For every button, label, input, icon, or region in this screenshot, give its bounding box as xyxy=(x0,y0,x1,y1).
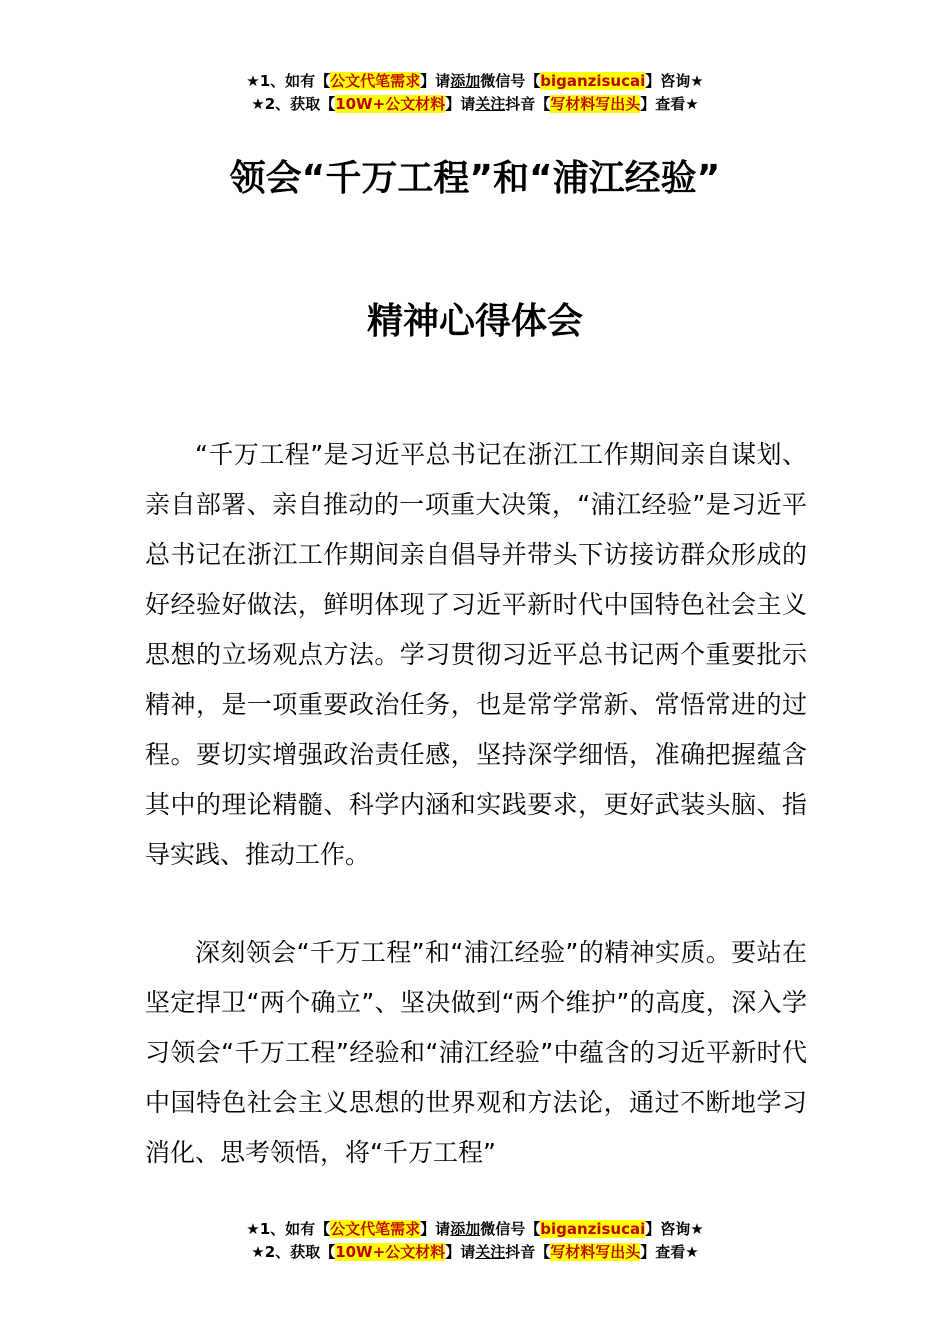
banner-emphasis: 关注 xyxy=(475,1243,506,1261)
highlight-douyin: 写材料写出头 xyxy=(550,95,641,113)
header-banner xyxy=(0,70,950,116)
document-subtitle: 精神心得体会 xyxy=(366,301,583,342)
highlight-wechat-id: biganzisucai xyxy=(540,1220,646,1238)
banner-text: 】请 xyxy=(420,1220,451,1238)
banner-emphasis: 添加 xyxy=(450,72,481,90)
banner-text: 】咨询★ xyxy=(645,72,704,90)
document-title: 领会“千万工程”和“浦江经验” xyxy=(229,158,721,199)
highlight-materials: 10W+公文材料 xyxy=(335,95,446,113)
banner-text: 】查看★ xyxy=(640,95,699,113)
highlight-wechat-id: biganzisucai xyxy=(540,72,646,90)
banner-text: ★1、如有【 xyxy=(246,1220,331,1238)
banner-line-2 xyxy=(0,1241,950,1264)
banner-text: 微信号【 xyxy=(480,1220,541,1238)
banner-text: 抖音【 xyxy=(505,1243,551,1261)
banner-text: 】请 xyxy=(420,72,451,90)
banner-text: ★1、如有【 xyxy=(246,72,331,90)
banner-line-1 xyxy=(0,70,950,93)
highlight-service: 公文代笔需求 xyxy=(330,72,421,90)
banner-emphasis: 添加 xyxy=(450,1220,481,1238)
banner-emphasis: 关注 xyxy=(475,95,506,113)
banner-text: 】请 xyxy=(445,95,476,113)
banner-text: 】查看★ xyxy=(640,1243,699,1261)
banner-text: 抖音【 xyxy=(505,95,551,113)
banner-line-1 xyxy=(0,1218,950,1241)
banner-line-2 xyxy=(0,93,950,116)
banner-text: 】请 xyxy=(445,1243,476,1261)
highlight-service: 公文代笔需求 xyxy=(330,1220,421,1238)
banner-text: ★2、获取【 xyxy=(251,1243,336,1261)
body-paragraph: 深刻领会“千万工程”和“浦江经验”的精神实质。要站在坚定捍卫“两个确立”、坚决做到“两个维护”的高度，深入学习领会“千万工程”经验和“浦江经验”中蕴含的习近平新时代中国特色社会主义思想的世界观和方法论，通过不断地学习消化、思考领悟，将“千万工程” xyxy=(145,938,807,1167)
banner-text: ★2、获取【 xyxy=(251,95,336,113)
highlight-douyin: 写材料写出头 xyxy=(550,1243,641,1261)
banner-text: 微信号【 xyxy=(480,72,541,90)
banner-text: 】咨询★ xyxy=(645,1220,704,1238)
footer-banner xyxy=(0,1218,950,1264)
body-paragraph: “千万工程”是习近平总书记在浙江工作期间亲自谋划、亲自部署、亲自推动的一项重大决策，“浦江经验”是习近平总书记在浙江工作期间亲自倡导并带头下访接访群众形成的好经验好做法，鲜明体现了习近平新时代中国特色社会主义思想的立场观点方法。学习贯彻习近平总书记两个重要批示精神，是一项重要政治任务，也是常学常新、常悟常进的过程。要切实增强政治责任感，坚持深学细悟，准确把握蕴含其中的理论精髓、科学内涵和实践要求，更好武装头脑、指导实践、推动工作。 xyxy=(145,440,807,869)
highlight-materials: 10W+公文材料 xyxy=(335,1243,446,1261)
